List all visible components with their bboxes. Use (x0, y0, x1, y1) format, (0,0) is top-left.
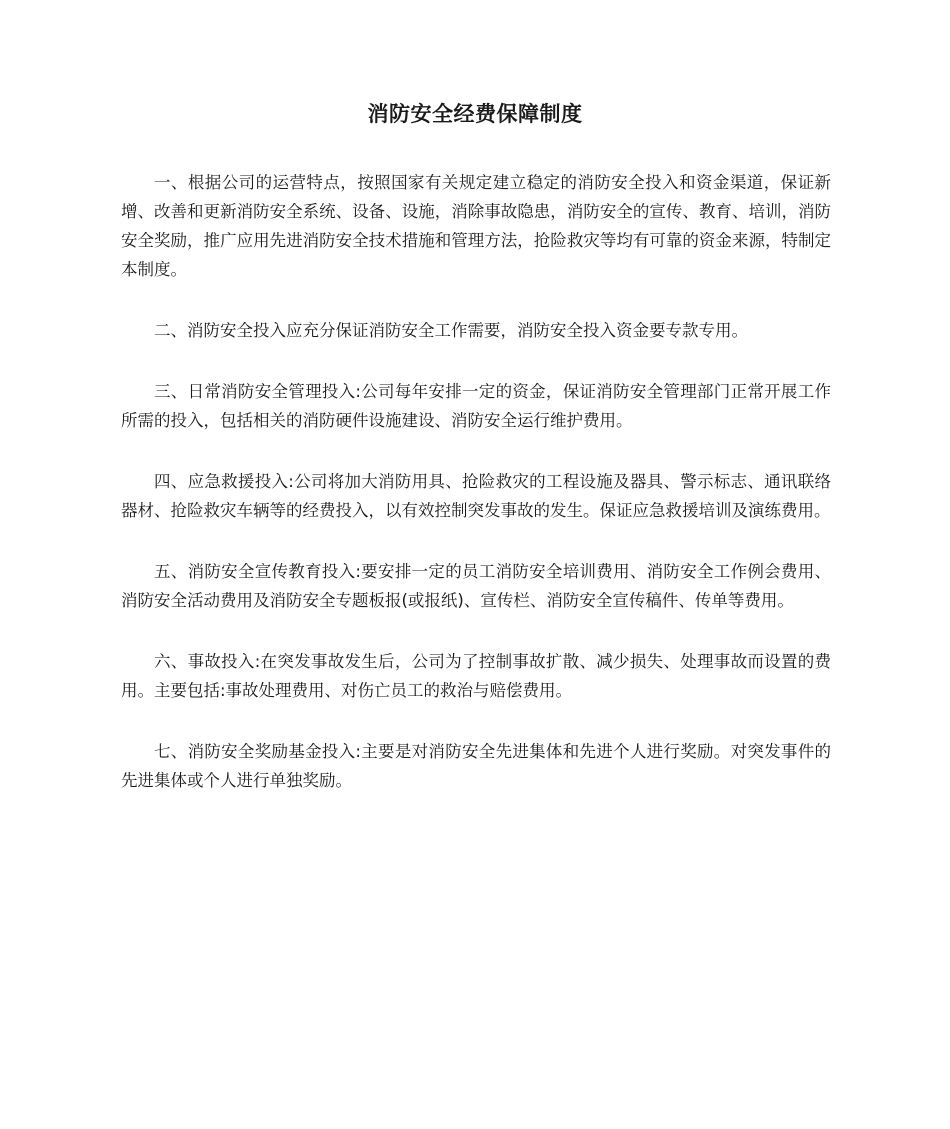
document-body (121, 168, 831, 827)
paragraph-2: 二、消防安全投入应充分保证消防安全工作需要，消防安全投入资金要专款专用。 (154, 321, 748, 340)
document-title: 消防安全经费保障制度 (367, 102, 583, 126)
paragraph-4: 四、应急救援投入:公司将加大消防用具、抢险救灾的工程设施及器具、警示标志、通讯联络器材、抢险救灾车辆等的经费投入，以有效控制突发事故的发生。保证应急救援培训及演练费用。 (121, 472, 831, 520)
paragraph-7: 七、消防安全奖励基金投入:主要是对消防安全先进集体和先进个人进行奖励。对突发事件的先进集体或个人进行单独奖励。 (121, 742, 831, 790)
paragraph-1: 一、根据公司的运营特点，按照国家有关规定建立稳定的消防安全投入和资金渠道，保证新增、改善和更新消防安全系统、设备、设施，消除事故隐患，消防安全的宣传、教育、培训，消防安全奖励，推广应用先进消防安全技术措施和管理方法，抢险救灾等均有可靠的资金来源，特制定本制度。 (121, 173, 831, 279)
paragraph-3: 三、日常消防安全管理投入:公司每年安排一定的资金，保证消防安全管理部门正常开展工作所需的投入，包括相关的消防硬件设施建设、消防安全运行维护费用。 (121, 382, 831, 430)
paragraph-5: 五、消防安全宣传教育投入:要安排一定的员工消防安全培训费用、消防安全工作例会费用、消防安全活动费用及消防安全专题板报(或报纸)、宣传栏、消防安全宣传稿件、传单等费用。 (121, 562, 831, 610)
paragraph-6: 六、事故投入:在突发事故发生后，公司为了控制事故扩散、减少损失、处理事故而设置的费用。主要包括:事故处理费用、对伤亡员工的救治与赔偿费用。 (121, 652, 831, 700)
